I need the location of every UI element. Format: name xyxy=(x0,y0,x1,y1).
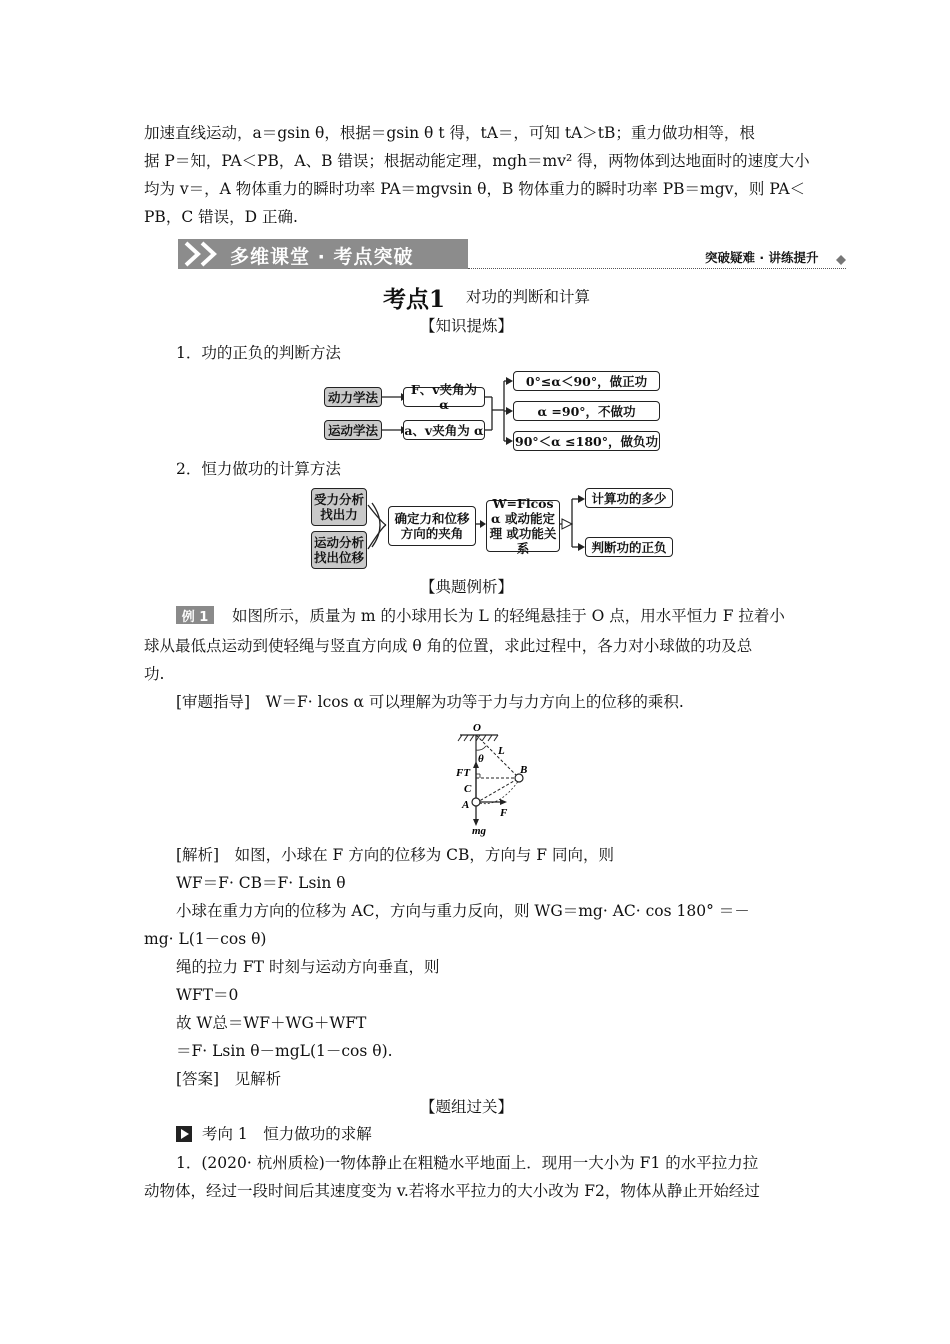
label-theta: θ xyxy=(478,753,484,765)
box-compute-work: 计算功的多少 xyxy=(585,488,673,508)
solution-line-4: mg· L(1－cos θ) xyxy=(144,930,267,948)
box-negative-work: 90°＜α ≤180°，做负功 xyxy=(513,431,660,451)
box-angle-determine: 确定力和位移 方向的夹角 xyxy=(388,506,476,546)
solution-line-8: ＝F· Lsin θ－mgL(1－cos θ). xyxy=(176,1042,393,1060)
answer-line: [答案] 见解析 xyxy=(176,1070,282,1088)
example-header: 【典题例析】 xyxy=(420,578,514,596)
label-mg: mg xyxy=(472,825,487,837)
box-motion-analysis: 运动分析 找出位移 xyxy=(311,531,367,569)
solution-line-1: [解析] 如图，小球在 F 方向的位移为 CB，方向与 F 同向，则 xyxy=(176,846,614,864)
banner-label: 多维课堂 · 考点突破 xyxy=(230,246,414,268)
label-L: L xyxy=(498,745,505,757)
banner-rule xyxy=(468,268,846,269)
intro-line-2: 据 P＝知，PA＜PB，A、B 错误；根据动能定理，mgh＝mv² 得，两物体到达地面时的速度大小 xyxy=(144,152,810,170)
box-force-analysis: 受力分析 找出力 xyxy=(311,488,367,526)
box-work-formula: W=Flcos α 或动能定理 或功能关系 xyxy=(486,500,560,552)
box-positive-work: 0°≤α＜90°，做正功 xyxy=(513,371,660,391)
section-number: 考点1 xyxy=(383,286,446,313)
box-judge-sign: 判断功的正负 xyxy=(585,537,673,557)
intro-line-3: 均为 v＝，A 物体重力的瞬时功率 PA＝mgvsin θ，B 物体重力的瞬时功率 PB＝mgv，则 PA＜ xyxy=(144,180,806,198)
solution-line-2: WF＝F· CB＝F· Lsin θ xyxy=(176,874,346,892)
question-line-2: 球从最低点运动到使轻绳与竖直方向成 θ 角的位置，求此过程中，各力对小球做的功及总 xyxy=(144,637,753,655)
problem-line-2: 动物体，经过一段时间后其速度变为 v.若将水平拉力的大小改为 F2，物体从静止开始经过 xyxy=(144,1182,760,1200)
label-A: A xyxy=(462,799,470,811)
solution-line-6: WFT＝0 xyxy=(176,986,239,1004)
knowledge-header: 【知识提炼】 xyxy=(420,317,514,335)
label-O: O xyxy=(473,722,481,734)
banner-right-text: 突破疑难 · 讲练提升 xyxy=(705,250,819,265)
practice-header: 【题组过关】 xyxy=(420,1098,514,1116)
label-C: C xyxy=(464,783,472,795)
solution-line-5: 绳的拉力 FT 时刻与运动方向垂直，则 xyxy=(176,958,440,976)
problem-line-1: 1．(2020· 杭州质检)一物体静止在粗糙水平地面上．现用一大小为 F1 的水平拉力拉 xyxy=(176,1154,759,1172)
box-force-velocity-angle: F、v夹角为 α xyxy=(403,387,485,407)
section-title: 对功的判断和计算 xyxy=(466,288,591,306)
diamond-icon xyxy=(836,255,846,265)
pendulum-figure xyxy=(440,718,550,838)
solution-line-7: 故 W总＝WF＋WG＋WFT xyxy=(176,1014,367,1032)
question-line-1: 如图所示，质量为 m 的小球用长为 L 的轻绳悬挂于 O 点，用水平恒力 F 拉着小 xyxy=(232,607,785,625)
question-line-3: 功. xyxy=(144,665,165,683)
label-FT: FT xyxy=(456,767,471,779)
box-kinematics-method: 运动学法 xyxy=(324,420,382,440)
review-guide: [审题指导] W＝F· lcos α 可以理解为功等于力与力方向上的位移的乘积. xyxy=(176,693,684,711)
label-F: F xyxy=(500,807,508,819)
item-2: 2．恒力做功的计算方法 xyxy=(176,460,341,478)
box-accel-velocity-angle: a、v夹角为 α xyxy=(403,420,485,440)
solution-line-3: 小球在重力方向的位移为 AC，方向与重力反向，则 WG＝mg· AC· cos 180° ＝－ xyxy=(176,902,750,920)
play-icon xyxy=(176,1126,192,1142)
exam-direction: 考向 1 恒力做功的求解 xyxy=(202,1125,372,1143)
intro-line-4: PB，C 错误，D 正确. xyxy=(144,208,298,226)
box-dynamics-method: 动力学法 xyxy=(324,387,382,407)
box-zero-work: α =90°，不做功 xyxy=(513,401,660,421)
intro-line-1: 加速直线运动，a＝gsin θ，根据＝gsin θ t 得，tA＝，可知 tA＞tB；重力做功相等，根 xyxy=(144,124,755,142)
example-badge: 例 1 xyxy=(176,606,214,624)
item-1: 1．功的正负的判断方法 xyxy=(176,344,341,362)
label-B: B xyxy=(520,764,528,776)
chevron-right-icon xyxy=(182,241,226,267)
